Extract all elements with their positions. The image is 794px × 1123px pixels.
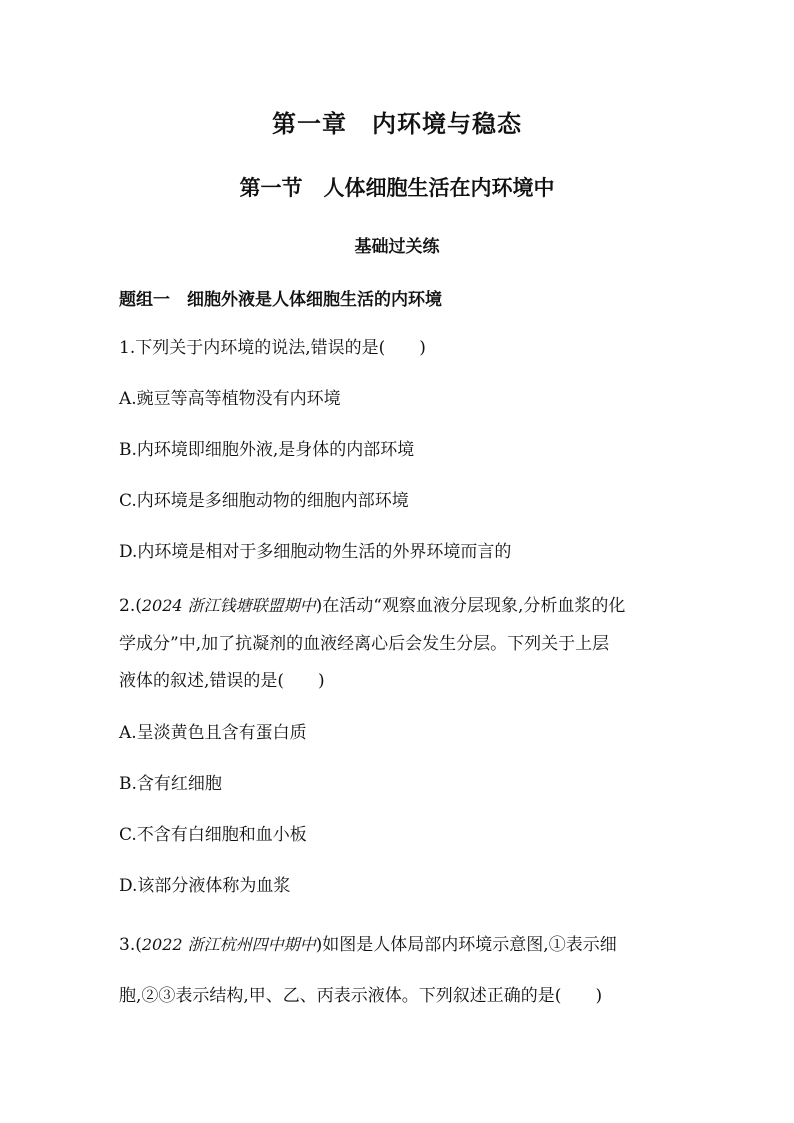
question-3-stem-line-1	[119, 933, 617, 957]
chapter-title: 第一章 内环境与稳态	[272, 110, 522, 138]
question-1-stem: 1.下列关于内环境的说法,错误的是( )	[119, 338, 426, 358]
question-3-number: 3.(	[119, 935, 142, 955]
exercise-title: 基础过关练	[354, 237, 440, 257]
question-group-title: 题组一 细胞外液是人体细胞生活的内环境	[119, 290, 442, 310]
question-1-option-c: C.内环境是多细胞动物的细胞内部环境	[119, 491, 409, 511]
question-2-option-a: A.呈淡黄色且含有蛋白质	[119, 723, 307, 743]
question-2-stem-line-1	[119, 594, 625, 618]
question-2-option-c: C.不含有白细胞和血小板	[119, 825, 307, 845]
question-2-option-b: B.含有红细胞	[119, 774, 222, 794]
question-3-stem-text: )如图是人体局部内环境示意图,①表示细	[315, 935, 617, 955]
question-2-stem-text: )在活动“观察血液分层现象,分析血浆的化	[315, 596, 626, 616]
question-1-option-d: D.内环境是相对于多细胞动物生活的外界环境而言的	[119, 542, 512, 562]
question-2-option-d: D.该部分液体称为血浆	[119, 876, 291, 896]
question-1-option-a: A.豌豆等高等植物没有内环境	[119, 389, 341, 409]
question-3-source: 2022 浙江杭州四中期中	[141, 935, 316, 954]
question-2-number: 2.(	[119, 596, 142, 616]
question-1-option-b: B.内环境即细胞外液,是身体的内部环境	[119, 440, 415, 460]
question-3-stem-line-2: 胞,②③表示结构,甲、乙、丙表示液体。下列叙述正确的是( )	[119, 986, 603, 1006]
section-title: 第一节 人体细胞生活在内环境中	[239, 176, 555, 200]
question-2-source: 2024 浙江钱塘联盟期中	[141, 596, 316, 615]
question-2-stem-line-3: 液体的叙述,错误的是( )	[119, 671, 325, 691]
question-2-stem-line-2: 学成分”中,加了抗凝剂的血液经离心后会发生分层。下列关于上层	[119, 634, 610, 654]
